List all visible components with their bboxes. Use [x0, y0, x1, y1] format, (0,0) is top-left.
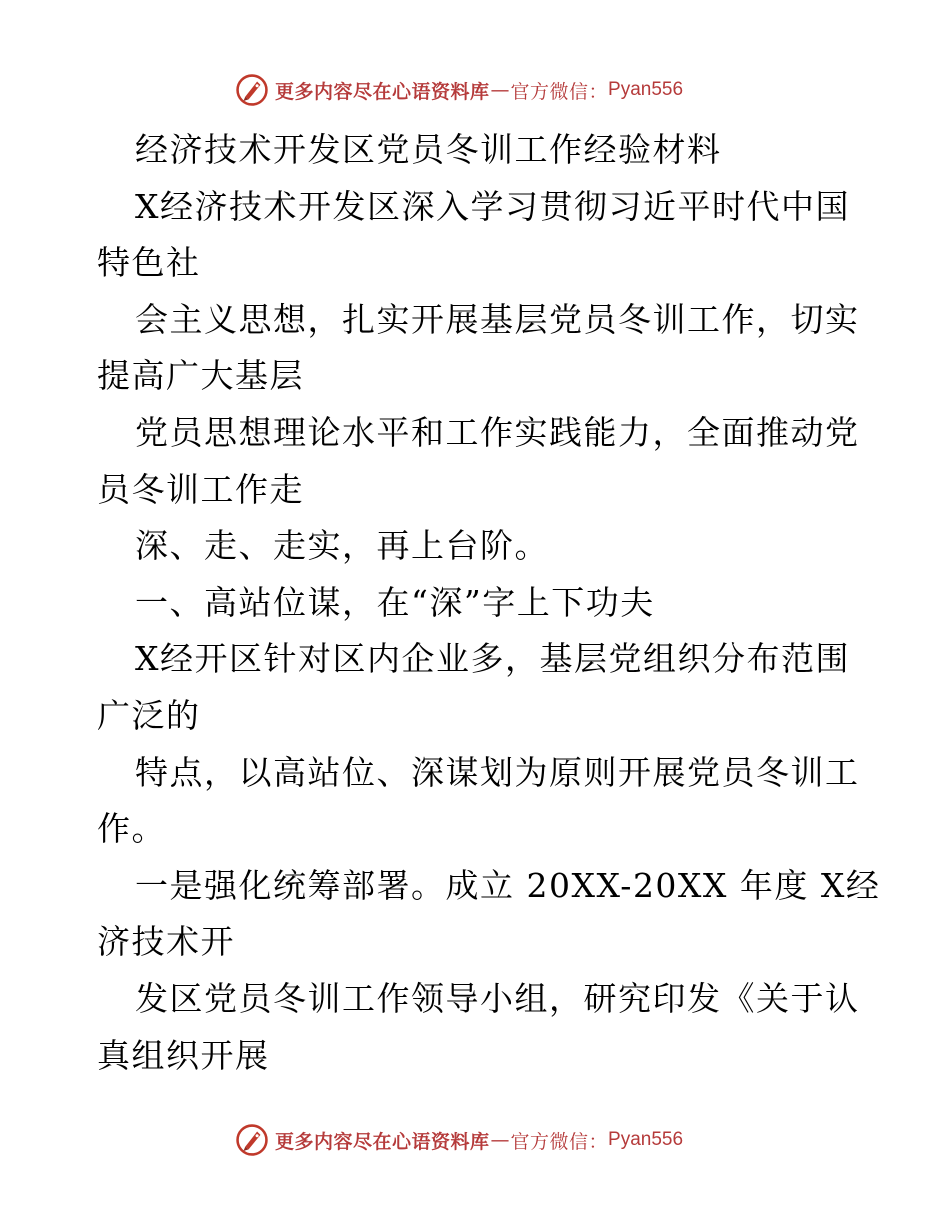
banner-wechat-label: 官方微信： — [510, 1130, 609, 1153]
text-line: X经济技术开发区深入学习贯彻习近平时代中国 — [135, 186, 850, 226]
text-line: 提高广大基层 — [97, 356, 304, 396]
text-line: 发区党员冬训工作领导小组，研究印发《关于认 — [135, 978, 860, 1018]
text-line: 真组织开展 — [97, 1035, 270, 1075]
text-line: 特色社 — [97, 243, 201, 283]
text-line: 特点，以高站位、深谋划为原则开展党员冬训工 — [135, 752, 860, 792]
text-line: 一是强化统筹部署。成立 20XX-20XX 年度 X经 — [135, 865, 881, 905]
banner-separator: — — [490, 1129, 510, 1151]
banner-wechat-id: Pyan556 — [608, 1129, 684, 1150]
banner-separator: — — [490, 79, 510, 101]
banner-slogan: 更多内容尽在心语资料库 — [275, 80, 490, 103]
text-line: X经开区针对区内企业多，基层党组织分布范围 — [135, 639, 850, 679]
text-line: 广泛的 — [97, 695, 201, 735]
text-line: 济技术开 — [97, 922, 235, 962]
text-line: 深、走、走实，再上台阶。 — [135, 526, 549, 566]
document-body — [97, 122, 881, 1084]
banner-slogan: 更多内容尽在心语资料库 — [275, 1130, 490, 1153]
section-heading: 一、高站位谋，在“深”字上下功夫 — [135, 582, 655, 622]
text-line: 会主义思想，扎实开展基层党员冬训工作，切实 — [135, 299, 860, 339]
banner-wechat-label: 官方微信： — [510, 80, 609, 103]
header-banner[interactable] — [235, 72, 683, 108]
text-line: 党员思想理论水平和工作实践能力，全面推动党 — [135, 412, 860, 452]
pen-nib-logo-icon — [235, 73, 269, 107]
pen-nib-logo-icon — [235, 1123, 269, 1157]
banner-wechat-id: Pyan556 — [608, 79, 684, 100]
text-line: 作。 — [97, 809, 166, 849]
document-title: 经济技术开发区党员冬训工作经验材料 — [135, 130, 722, 169]
footer-banner[interactable] — [235, 1122, 683, 1158]
text-line: 员冬训工作走 — [97, 469, 304, 509]
